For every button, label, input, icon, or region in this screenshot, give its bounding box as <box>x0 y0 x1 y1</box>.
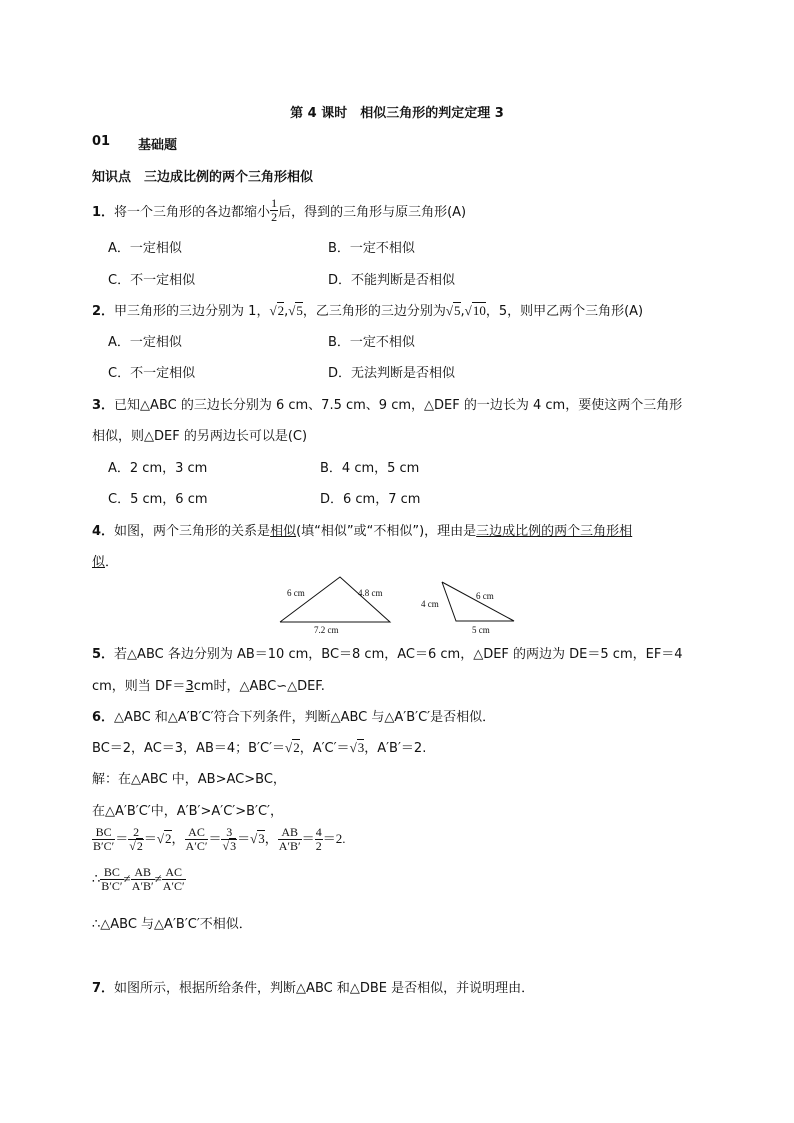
option-a: A．2 cm，3 cm <box>108 461 208 476</box>
question-6 <box>92 706 495 725</box>
question-5 <box>92 643 683 662</box>
option-a: A．一定相似 <box>108 335 182 350</box>
option-b: B．一定不相似 <box>328 335 415 350</box>
question-text: 如图，两个三角形的关系是 <box>114 524 271 539</box>
question-text: (填“相似”或“不相似”)，理由是 <box>296 524 477 539</box>
question-number: 6． <box>92 710 115 725</box>
fraction: $\frac{AB}{A'B'}$ <box>131 865 154 893</box>
fraction: $\frac{AC}{A'C'}$ <box>162 865 185 893</box>
option-d: D．不能判断是否相似 <box>328 273 456 288</box>
fraction: $\frac{BC}{B'C'}$ <box>101 865 123 893</box>
option-a: A．一定相似 <box>108 241 182 256</box>
solution-ineq: ∴ $\frac{BC}{B'C'}$ ≠ $\frac{AB}{A'B'}$ ≠ $\frac{AC}{A'C'}$ <box>92 865 185 893</box>
question-text: ，5，则甲乙两个三角形(A) <box>485 304 644 319</box>
sqrt: √3 <box>349 740 365 755</box>
question-number: 1． <box>92 205 115 220</box>
sqrt: √2 <box>269 303 285 318</box>
page-title: 第 4 课时 相似三角形的判定定理 3 <box>290 106 504 121</box>
question-1 <box>92 196 467 226</box>
sqrt: √2 <box>285 740 300 755</box>
fraction: $\frac{AC}{A'C'}$ <box>185 825 208 853</box>
fraction: $\frac{3}{√3}$ <box>222 825 237 853</box>
question-number: 5． <box>92 647 115 662</box>
triangle-figures <box>270 570 530 636</box>
triangle-2 <box>421 582 514 635</box>
option-c: C．不一定相似 <box>108 273 196 288</box>
question-2: 2．甲三角形的三边分别为 1，√2,√5，乙三角形的三边分别为√5,√10，5，则甲乙两个三角形(A) <box>92 303 644 319</box>
question-3 <box>92 394 682 413</box>
triangle-2-right-label: 6 cm <box>476 591 494 601</box>
answer-blank: 三边成比例的两个三角形相 <box>476 524 633 539</box>
question-4 <box>92 520 632 539</box>
triangle-1-right-label: 4.8 cm <box>358 588 383 598</box>
question-number: 4． <box>92 524 115 539</box>
section-number: 01 <box>92 134 111 149</box>
knowledge-point: 知识点 三边成比例的两个三角形相似 <box>92 170 314 185</box>
fraction: $\frac{2}{√2}$ <box>129 825 143 853</box>
solution-line-1: 解：在△ABC 中，AB>AC>BC， <box>92 772 286 787</box>
question-text: 若△ABC 各边分别为 AB＝10 cm，BC＝8 cm，AC＝6 cm，△DEF 的两边为 DE＝5 cm，EF＝4 <box>114 647 683 662</box>
question-text: 已知△ABC 的三边长分别为 6 cm、7.5 cm、9 cm，△DEF 的一边长为 4 cm，要使这两个三角形 <box>114 398 683 413</box>
solution-ratios: $\frac{BC}{B'C'}$ ＝ $\frac{2}{√2}$ ＝√2， $\frac{AC}{A'C'}$ ＝ $\frac{3}{√3}$ ＝√3， $\frac{AB}{A'B'}$ ＝ $\frac{4}{2}$ ＝2. <box>93 825 346 853</box>
option-c: C．5 cm，6 cm <box>108 492 208 507</box>
question-text: 后，得到的三角形与原三角形(A) <box>278 205 467 220</box>
answer-blank: 似 <box>92 555 106 570</box>
fraction: $\frac{BC}{B'C'}$ <box>93 825 115 853</box>
question-text: 如图所示，根据所给条件，判断△ABC 和△DBE 是否相似，并说明理由． <box>114 981 535 996</box>
triangle-2-bottom-label: 5 cm <box>472 625 490 635</box>
question-6-conditions: BC＝2，AC＝3，AB＝4；B′C′＝√2，A′C′＝√3，A′B′＝2. <box>92 740 427 756</box>
question-7 <box>92 977 534 996</box>
fraction: $\frac{AB}{A'B'}$ <box>278 825 301 853</box>
fraction: $\frac{1}{2}$ <box>271 196 278 224</box>
question-number: 2． <box>92 304 115 319</box>
answer-blank: 相似 <box>270 524 297 539</box>
sqrt: √5 <box>445 303 461 318</box>
triangle-2-left-label: 4 cm <box>421 599 439 609</box>
triangle-1-bottom-label: 7.2 cm <box>314 625 339 635</box>
sqrt: √5 <box>288 303 303 318</box>
solution-conclusion: ∴△ABC 与△A′B′C′不相似． <box>92 917 252 932</box>
fraction: $\frac{4}{2}$ <box>315 825 322 853</box>
sqrt: √10 <box>464 303 486 318</box>
question-text: 甲三角形的三边分别为 1， <box>114 304 270 319</box>
question-text: 将一个三角形的各边都缩小 <box>114 205 271 220</box>
triangle-1-left-label: 6 cm <box>287 588 305 598</box>
question-text: ，乙三角形的三边分别为 <box>302 304 446 319</box>
question-number: 7． <box>92 981 115 996</box>
triangle-1 <box>280 577 390 635</box>
question-number: 3． <box>92 398 115 413</box>
option-b: B．一定不相似 <box>328 241 415 256</box>
option-c: C．不一定相似 <box>108 366 196 381</box>
option-d: D．无法判断是否相似 <box>328 366 456 381</box>
question-5-line2: cm，则当 DF＝3cm时，△ABC∽△DEF. <box>92 679 325 694</box>
answer-blank: 3 <box>185 679 194 694</box>
question-3-line2: 相似，则△DEF 的另两边长可以是(C) <box>92 429 308 444</box>
question-4-line2: 似． <box>92 555 119 570</box>
question-text: △ABC 和△A′B′C′符合下列条件，判断△ABC 与△A′B′C′是否相似． <box>114 710 496 725</box>
option-b: B．4 cm，5 cm <box>320 461 420 476</box>
option-d: D．6 cm，7 cm <box>320 492 421 507</box>
solution-line-2: 在△A′B′C′中，A′B′>A′C′>B′C′， <box>92 804 284 819</box>
section-name: 基础题 <box>138 138 178 153</box>
